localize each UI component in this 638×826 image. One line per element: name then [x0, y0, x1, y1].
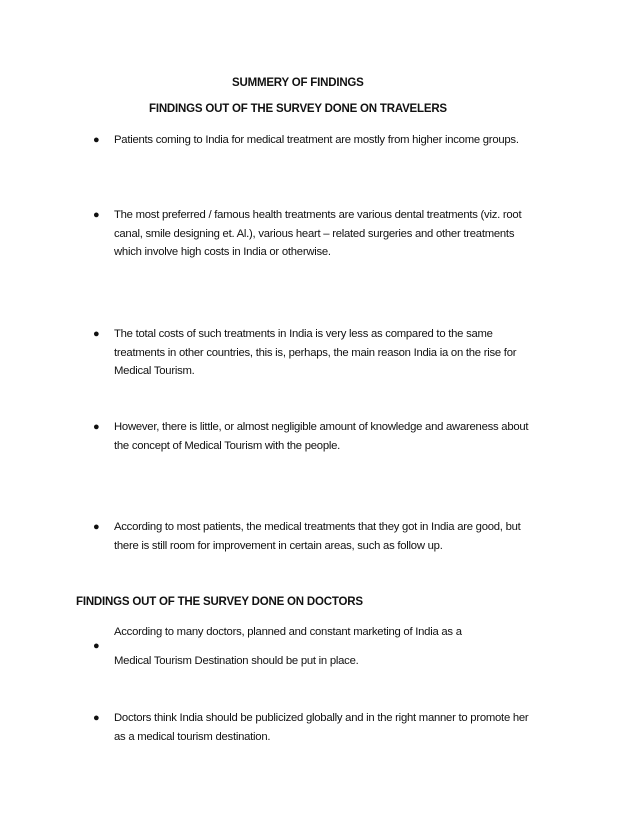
- list-item-text: [114, 623, 533, 670]
- list-item-text: Doctors think India should be publicized globally and in the right manner to promote her as a medical tourism destination.: [114, 712, 529, 743]
- bullet-icon: ●: [93, 328, 100, 340]
- bullet-icon: ●: [93, 640, 100, 652]
- bullet-icon: ●: [93, 134, 100, 146]
- list-item: [93, 325, 533, 381]
- list-item: [93, 206, 533, 262]
- bullet-icon: ●: [93, 209, 100, 221]
- summary-title: SUMMERY OF FINDINGS: [232, 77, 364, 89]
- list-item: [93, 418, 533, 455]
- list-item-text: Patients coming to India for medical treatment are mostly from higher income groups.: [114, 134, 519, 146]
- list-item: [93, 131, 533, 150]
- bullet-icon: ●: [93, 521, 100, 533]
- list-item-text: According to most patients, the medical treatments that they got in India are good, but there is still room for improvement in certain areas, such as follow up.: [114, 521, 521, 552]
- list-item: [93, 623, 533, 670]
- list-item-text: The total costs of such treatments in India is very less as compared to the same treatments in other countries, this is, perhaps, the main reason India ia on the rise for Medical Tourism.: [114, 328, 517, 377]
- list-item-text: However, there is little, or almost negligible amount of knowledge and awareness about the concept of Medical Tourism with the people.: [114, 421, 529, 452]
- travelers-section-title: FINDINGS OUT OF THE SURVEY DONE ON TRAVELERS: [149, 103, 447, 115]
- list-item: [93, 518, 533, 555]
- list-item-text: The most preferred / famous health treatments are various dental treatments (viz. root canal, smile designing et. Al.), various heart – related surgeries and other treatments which involve high costs in India or otherwise.: [114, 209, 522, 258]
- list-item-line: According to many doctors, planned and constant marketing of India as a: [114, 626, 462, 638]
- doctors-section-title: FINDINGS OUT OF THE SURVEY DONE ON DOCTORS: [76, 596, 363, 608]
- bullet-icon: ●: [93, 421, 100, 433]
- list-item: [93, 709, 533, 746]
- list-item-line: Medical Tourism Destination should be put in place.: [114, 654, 359, 667]
- bullet-icon: ●: [93, 712, 100, 724]
